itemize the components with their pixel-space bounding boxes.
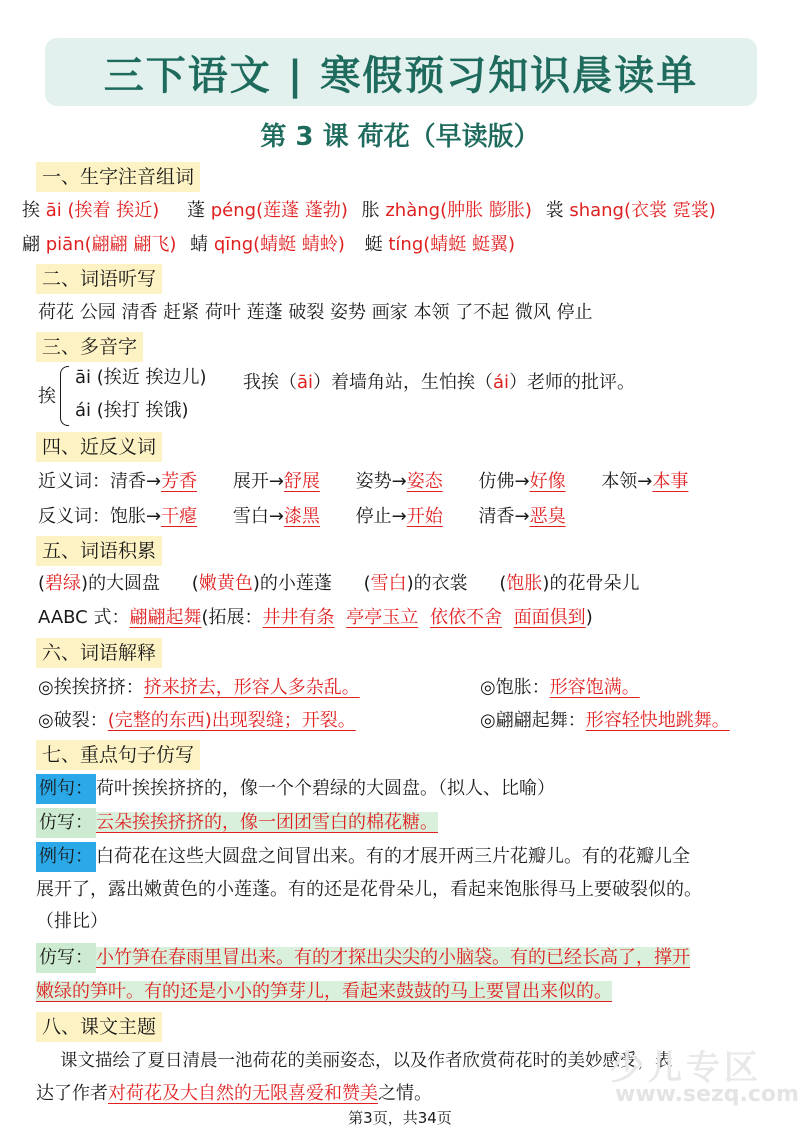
example-tag: 例句： — [36, 842, 96, 872]
imitation-2-line2: 嫩绿的笋叶。有的还是小小的笋芽儿，看起来鼓鼓的马上要冒出来似的。 — [36, 981, 612, 1002]
section-heading-4: 四、近反义词 — [36, 432, 162, 462]
section-heading-1: 一、生字注音组词 — [36, 162, 200, 192]
imitation-1: 仿写： 云朵挨挨挤挤的，像一团团雪白的棉花糖。 — [36, 808, 438, 838]
section-heading-5: 五、词语积累 — [36, 536, 162, 566]
example-sentence-1: 例句： 荷叶挨挨挤挤的，像一个个碧绿的大圆盘。（拟人、比喻） — [36, 774, 555, 804]
watermark-logo: 少儿专区 — [610, 1048, 762, 1088]
polyphone-sentence: 我挨（āi）着墙角站，生怕挨（ái）老师的批评。 — [243, 372, 636, 393]
page-footer: 第3页，共34页 — [348, 1109, 452, 1127]
section-heading-2: 二、词语听写 — [36, 264, 162, 294]
char-row-2: 翩 piān(翩翩 翩飞) 蜻 qīng(蜻蜓 蜻蛉) 蜓 tíng(蜻蜓 蜓翼) — [22, 234, 516, 255]
definition-3: ◎破裂：(完整的东西)出现裂缝；开裂。 — [38, 710, 356, 731]
example-sentence-2-line3: （排比） — [36, 911, 108, 932]
watermark-url: www.sezq.com — [615, 1082, 799, 1107]
char-row-1: 挨 āi (挨着 挨近) 蓬 péng(莲蓬 蓬勃) 胀 zhàng(肿胀 膨胀) 裳 shang(衣裳 霓裳) — [22, 200, 716, 221]
section-heading-3: 三、多音字 — [36, 332, 143, 362]
definition-4: ◎翩翩起舞：形容轻快地跳舞。 — [480, 710, 730, 731]
reading-1: āi (挨近 挨边儿) — [75, 367, 207, 388]
section-heading-6: 六、词语解释 — [36, 638, 162, 668]
definition-2: ◎饱胀：形容饱满。 — [480, 677, 640, 698]
phrase-row: (碧绿)的大圆盘 (嫩黄色)的小莲蓬 (雪白)的衣裳 (饱胀)的花骨朵儿 — [38, 573, 640, 594]
title-banner — [45, 38, 757, 106]
reading-2: ái (挨打 挨饿) — [75, 400, 189, 421]
dictation-words: 荷花 公园 清香 赶紧 荷叶 莲蓬 破裂 姿势 画家 本领 了不起 微风 停止 — [38, 302, 593, 323]
polyphone-char: 挨 — [38, 386, 56, 407]
section-heading-8: 八、课文主题 — [36, 1012, 162, 1042]
aabc-row: AABC 式：翩翩起舞(拓展：井井有条 亭亭玉立 依依不舍 面面俱到) — [38, 607, 593, 628]
example-sentence-2-line2: 展开了，露出嫩黄色的小莲蓬。有的还是花骨朵儿，看起来饱胀得马上要破裂似的。 — [36, 879, 702, 900]
imitation-2: 仿写： 小竹笋在春雨里冒出来。有的才探出尖尖的小脑袋。有的已经长高了，撑开 — [36, 943, 690, 973]
brace-shape — [60, 366, 69, 426]
theme-line-1: 课文描绘了夏日清晨一池荷花的美丽姿态，以及作者欣赏荷花时的美妙感受，表 — [60, 1051, 673, 1071]
theme-line-2: 达了作者对荷花及大自然的无限喜爱和赞美之情。 — [36, 1083, 432, 1104]
antonym-row: 反义词：饱胀→干瘪 雪白→漆黑 停止→开始 清香→恶臭 — [38, 506, 566, 527]
imitation-tag: 仿写： — [36, 943, 96, 973]
example-sentence-2: 例句： 白荷花在这些大圆盘之间冒出来。有的才展开两三片花瓣儿。有的花瓣儿全 — [36, 842, 690, 872]
synonym-row: 近义词：清香→芳香 展开→舒展 姿势→姿态 仿佛→好像 本领→本事 — [38, 471, 689, 492]
page-title: 三下语文 | 寒假预习知识晨读单 — [103, 52, 699, 99]
imitation-tag: 仿写： — [36, 808, 96, 838]
section-heading-7: 七、重点句子仿写 — [36, 740, 200, 770]
lesson-subtitle: 第 3 课 荷花（早读版） — [260, 122, 540, 152]
example-tag: 例句： — [36, 774, 96, 804]
definition-1: ◎挨挨挤挤：挤来挤去，形容人多杂乱。 — [38, 677, 360, 698]
